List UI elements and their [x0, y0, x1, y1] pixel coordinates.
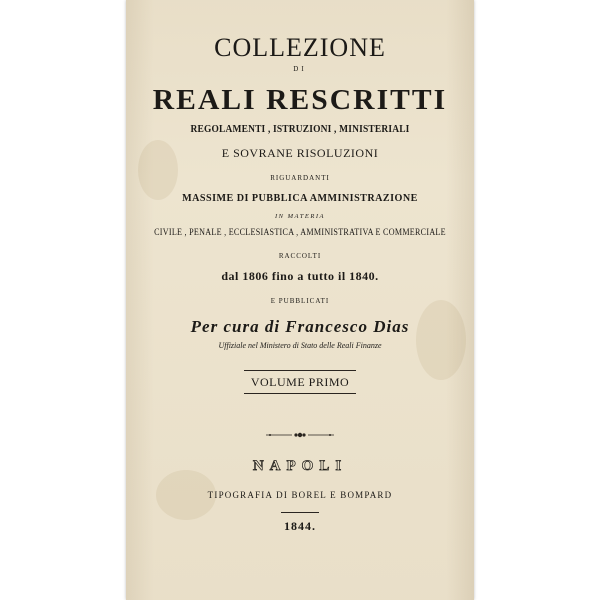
subtitle-regolamenti: REGOLAMENTI , ISTRUZIONI , MINISTERIALI [190, 123, 410, 135]
label-in-materia: IN MATERIA [275, 213, 325, 220]
date-range: dal 1806 fino a tutto il 1840. [221, 269, 379, 283]
volume-rule-top [244, 370, 356, 371]
year-rule [281, 512, 319, 513]
subtitle-massime: MASSIME DI PUBBLICA AMMINISTRAZIONE [182, 192, 418, 204]
printer-name: TIPOGRAFIA DI BOREL E BOMPARD [207, 490, 393, 500]
place-napoli: NAPOLI [252, 458, 348, 474]
editor-position: Uffiziale nel Ministero di Stato delle Reali Finanze [218, 341, 382, 350]
label-raccolti: RACCOLTI [278, 252, 322, 260]
title-reali-rescritti: REALI RESCRITTI [152, 84, 448, 116]
volume-rule-bottom [244, 393, 356, 394]
publication-year: 1844. [284, 519, 316, 533]
subtitle-subject-areas: CIVILE , PENALE , ECCLESIASTICA , AMMINISTRATIVA E COMMERCIALE [154, 227, 446, 237]
typographic-ornament-icon [266, 430, 334, 440]
paper-foxing-spot [416, 300, 466, 380]
title-collezione: COLLEZIONE [214, 33, 386, 62]
label-riguardanti: RIGUARDANTI [270, 174, 330, 182]
volume-label: VOLUME PRIMO [250, 375, 350, 389]
editor-line: Per cura di Francesco Dias [190, 317, 410, 336]
book-title-page [126, 0, 474, 600]
label-e-pubblicati: E PUBBLICATI [270, 297, 330, 305]
subtitle-sovrane-risoluzioni: E SOVRANE RISOLUZIONI [221, 146, 379, 160]
title-di: DI [293, 65, 307, 73]
